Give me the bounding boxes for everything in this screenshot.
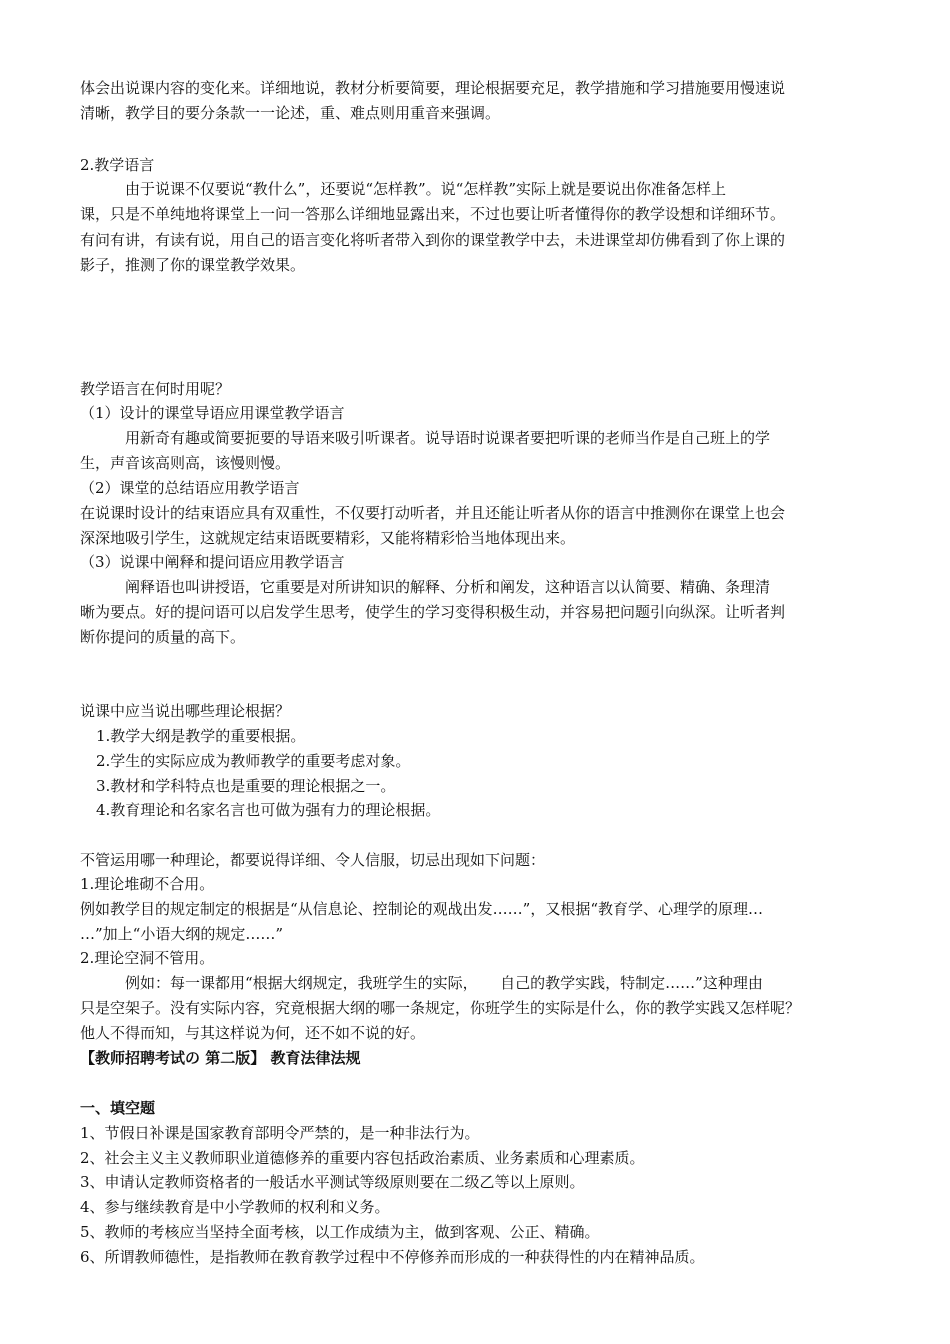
- list-item: 2.学生的实际应成为教师教学的重要考虑对象。: [96, 752, 411, 770]
- paragraph-line: 由于说课不仅要说“教什么”，还要说“怎样教”。说“怎样教”实际上就是要说出你准备怎样上: [80, 180, 727, 198]
- paragraph-line: 体会出说课内容的变化来。详细地说，教材分析要简要，理论根据要充足，教学措施和学习措施要用慢速说: [80, 79, 786, 97]
- fill-blank-item: 3、申请认定教师资格者的一般话水平测试等级原则要在二级乙等以上原则。: [80, 1173, 585, 1191]
- paragraph-line: 课，只是不单纯地将课堂上一问一答那么详细地显露出来，不过也要让听者懂得你的教学设想和详细环节。: [80, 205, 786, 223]
- fill-blank-item: 6、所谓教师德性，是指教师在教育教学过程中不停修养而形成的一种获得性的内在精神品质。: [80, 1248, 705, 1266]
- paragraph-line: 例如：每一课都用“根据大纲规定，我班学生的实际， 自己的教学实践，特制定……”这种理由: [80, 974, 763, 992]
- fill-blank-item: 2、社会主义主义教师职业道德修养的重要内容包括政治素质、业务素质和心理素质。: [80, 1149, 645, 1167]
- list-item-title: （1）设计的课堂导语应用课堂教学语言: [80, 404, 345, 422]
- paragraph-line: 晰为要点。好的提问语可以启发学生思考，使学生的学习变得积极生动，并容易把问题引向纵深。让听者判: [80, 603, 786, 621]
- question-heading: 教学语言在何时用呢？: [80, 380, 231, 398]
- paragraph-line: 阐释语也叫讲授语，它重要是对所讲知识的解释、分析和阐发，这种语言以认简要、精确、条理清: [80, 578, 771, 596]
- fill-blank-item: 5、教师的考核应当坚持全面考核，以工作成绩为主，做到客观、公正、精确。: [80, 1223, 600, 1241]
- paragraph-line: 断你提问的质量的高下。: [80, 628, 246, 646]
- paragraph-line: 有问有讲，有读有说，用自己的语言变化将听者带入到你的课堂教学中去，未进课堂却仿佛看到了你上课的: [80, 231, 786, 249]
- paragraph-line: 影子，推测了你的课堂教学效果。: [80, 256, 306, 274]
- paragraph-line: 只是空架子。没有实际内容，究竟根据大纲的哪一条规定，你班学生的实际是什么，你的教学实践又怎样呢？: [80, 999, 801, 1017]
- paragraph-line: 在说课时设计的结束语应具有双重性，不仅要打动听者，并且还能让听者从你的语言中推测你在课堂上也会: [80, 504, 786, 522]
- list-item-title: （2）课堂的总结语应用教学语言: [80, 479, 300, 497]
- question-heading: 说课中应当说出哪些理论根据？: [80, 702, 291, 720]
- fill-blank-item: 1、节假日补课是国家教育部明令严禁的，是一种非法行为。: [80, 1124, 480, 1142]
- list-item-title: 1.理论堆砌不合用。: [80, 875, 215, 893]
- section-heading: 2.教学语言: [80, 156, 155, 174]
- section-title: 【教师招聘考试の 第二版】 教育法律法规: [80, 1049, 361, 1067]
- paragraph-line: 用新奇有趣或简要扼要的导语来吸引听课者。说导语时说课者要把听课的老师当作是自己班上的学: [80, 429, 771, 447]
- list-item-title: （3）说课中阐释和提问语应用教学语言: [80, 553, 345, 571]
- paragraph-line: 清晰，教学目的要分条款一一论述，重、难点则用重音来强调。: [80, 104, 501, 122]
- paragraph-line: 他人不得而知，与其这样说为何，还不如不说的好。: [80, 1024, 426, 1042]
- list-item: 1.教学大纲是教学的重要根据。: [96, 727, 306, 745]
- fill-blank-heading: 一、填空题: [80, 1099, 156, 1117]
- list-item-title: 2.理论空洞不管用。: [80, 949, 215, 967]
- paragraph-line: 生，声音该高则高，该慢则慢。: [80, 454, 291, 472]
- paragraph-line: 深深地吸引学生，这就规定结束语既要精彩，又能将精彩恰当地体现出来。: [80, 529, 576, 547]
- paragraph-line: 不管运用哪一种理论，都要说得详细、令人信服，切忌出现如下问题：: [80, 851, 546, 869]
- paragraph-line: …”加上“小语大纲的规定……”: [80, 925, 284, 943]
- list-item: 4.教育理论和名家名言也可做为强有力的理论根据。: [96, 801, 441, 819]
- list-item: 3.教材和学科特点也是重要的理论根据之一。: [96, 777, 396, 795]
- fill-blank-item: 4、参与继续教育是中小学教师的权利和义务。: [80, 1198, 390, 1216]
- paragraph-line: 例如教学目的规定制定的根据是“从信息论、控制论的观战出发……”，又根据“教育学、心理学的原理…: [80, 900, 764, 918]
